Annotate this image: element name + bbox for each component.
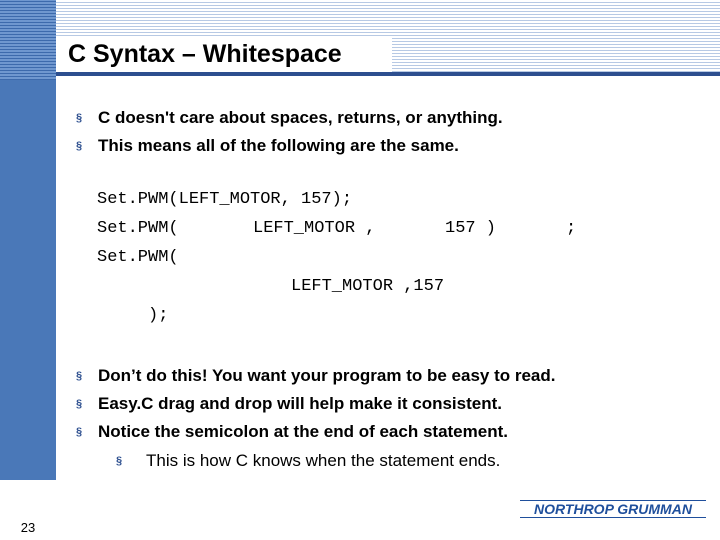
logo-bottom-rule — [520, 517, 706, 518]
page-number: 23 — [20, 520, 36, 535]
slide-title: C Syntax – Whitespace — [68, 40, 342, 68]
bullet-text: Easy.C drag and drop will help make it consistent. — [98, 394, 502, 413]
bottom-bullet-list — [74, 362, 694, 476]
sub-bullet-text: This is how C knows when the statement ends. — [146, 451, 501, 470]
bullet-text: This means all of the following are the same. — [98, 136, 459, 155]
bullet-text: Notice the semicolon at the end of each statement. — [98, 422, 508, 441]
sub-bullet-item — [74, 446, 694, 476]
code-line-5: ); — [148, 306, 169, 325]
bullet-item — [74, 104, 694, 132]
top-bullet-list — [74, 104, 694, 160]
bullet-item — [74, 132, 694, 160]
bullet-icon: § — [76, 370, 83, 382]
code-line-2-d: ; — [566, 219, 577, 238]
code-line-2-a: Set.PWM( — [97, 219, 179, 238]
code-line-4: LEFT_MOTOR ,157 — [291, 277, 445, 296]
left-sidebar — [0, 0, 56, 540]
logo-text: NORTHROP GRUMMAN — [534, 501, 692, 517]
bullet-icon: § — [76, 398, 83, 410]
bullet-item — [74, 362, 694, 390]
code-line-3: Set.PWM( — [97, 248, 179, 267]
code-line-1: Set.PWM(LEFT_MOTOR, 157); — [97, 190, 353, 209]
bullet-item — [74, 418, 694, 446]
sub-bullet-icon: § — [116, 455, 123, 467]
bullet-icon: § — [76, 140, 83, 152]
code-line-2-c: 157 ) — [445, 219, 497, 238]
bullet-item — [74, 390, 694, 418]
northrop-grumman-logo — [520, 496, 706, 520]
bullet-text: C doesn't care about spaces, returns, or anything. — [98, 108, 503, 127]
sidebar-stripes — [0, 0, 56, 80]
bullet-icon: § — [76, 426, 83, 438]
bullet-text: Don’t do this! You want your program to be easy to read. — [98, 366, 556, 385]
bullet-icon: § — [76, 112, 83, 124]
code-line-2-b: LEFT_MOTOR , — [253, 219, 376, 238]
title-rule — [56, 72, 720, 76]
